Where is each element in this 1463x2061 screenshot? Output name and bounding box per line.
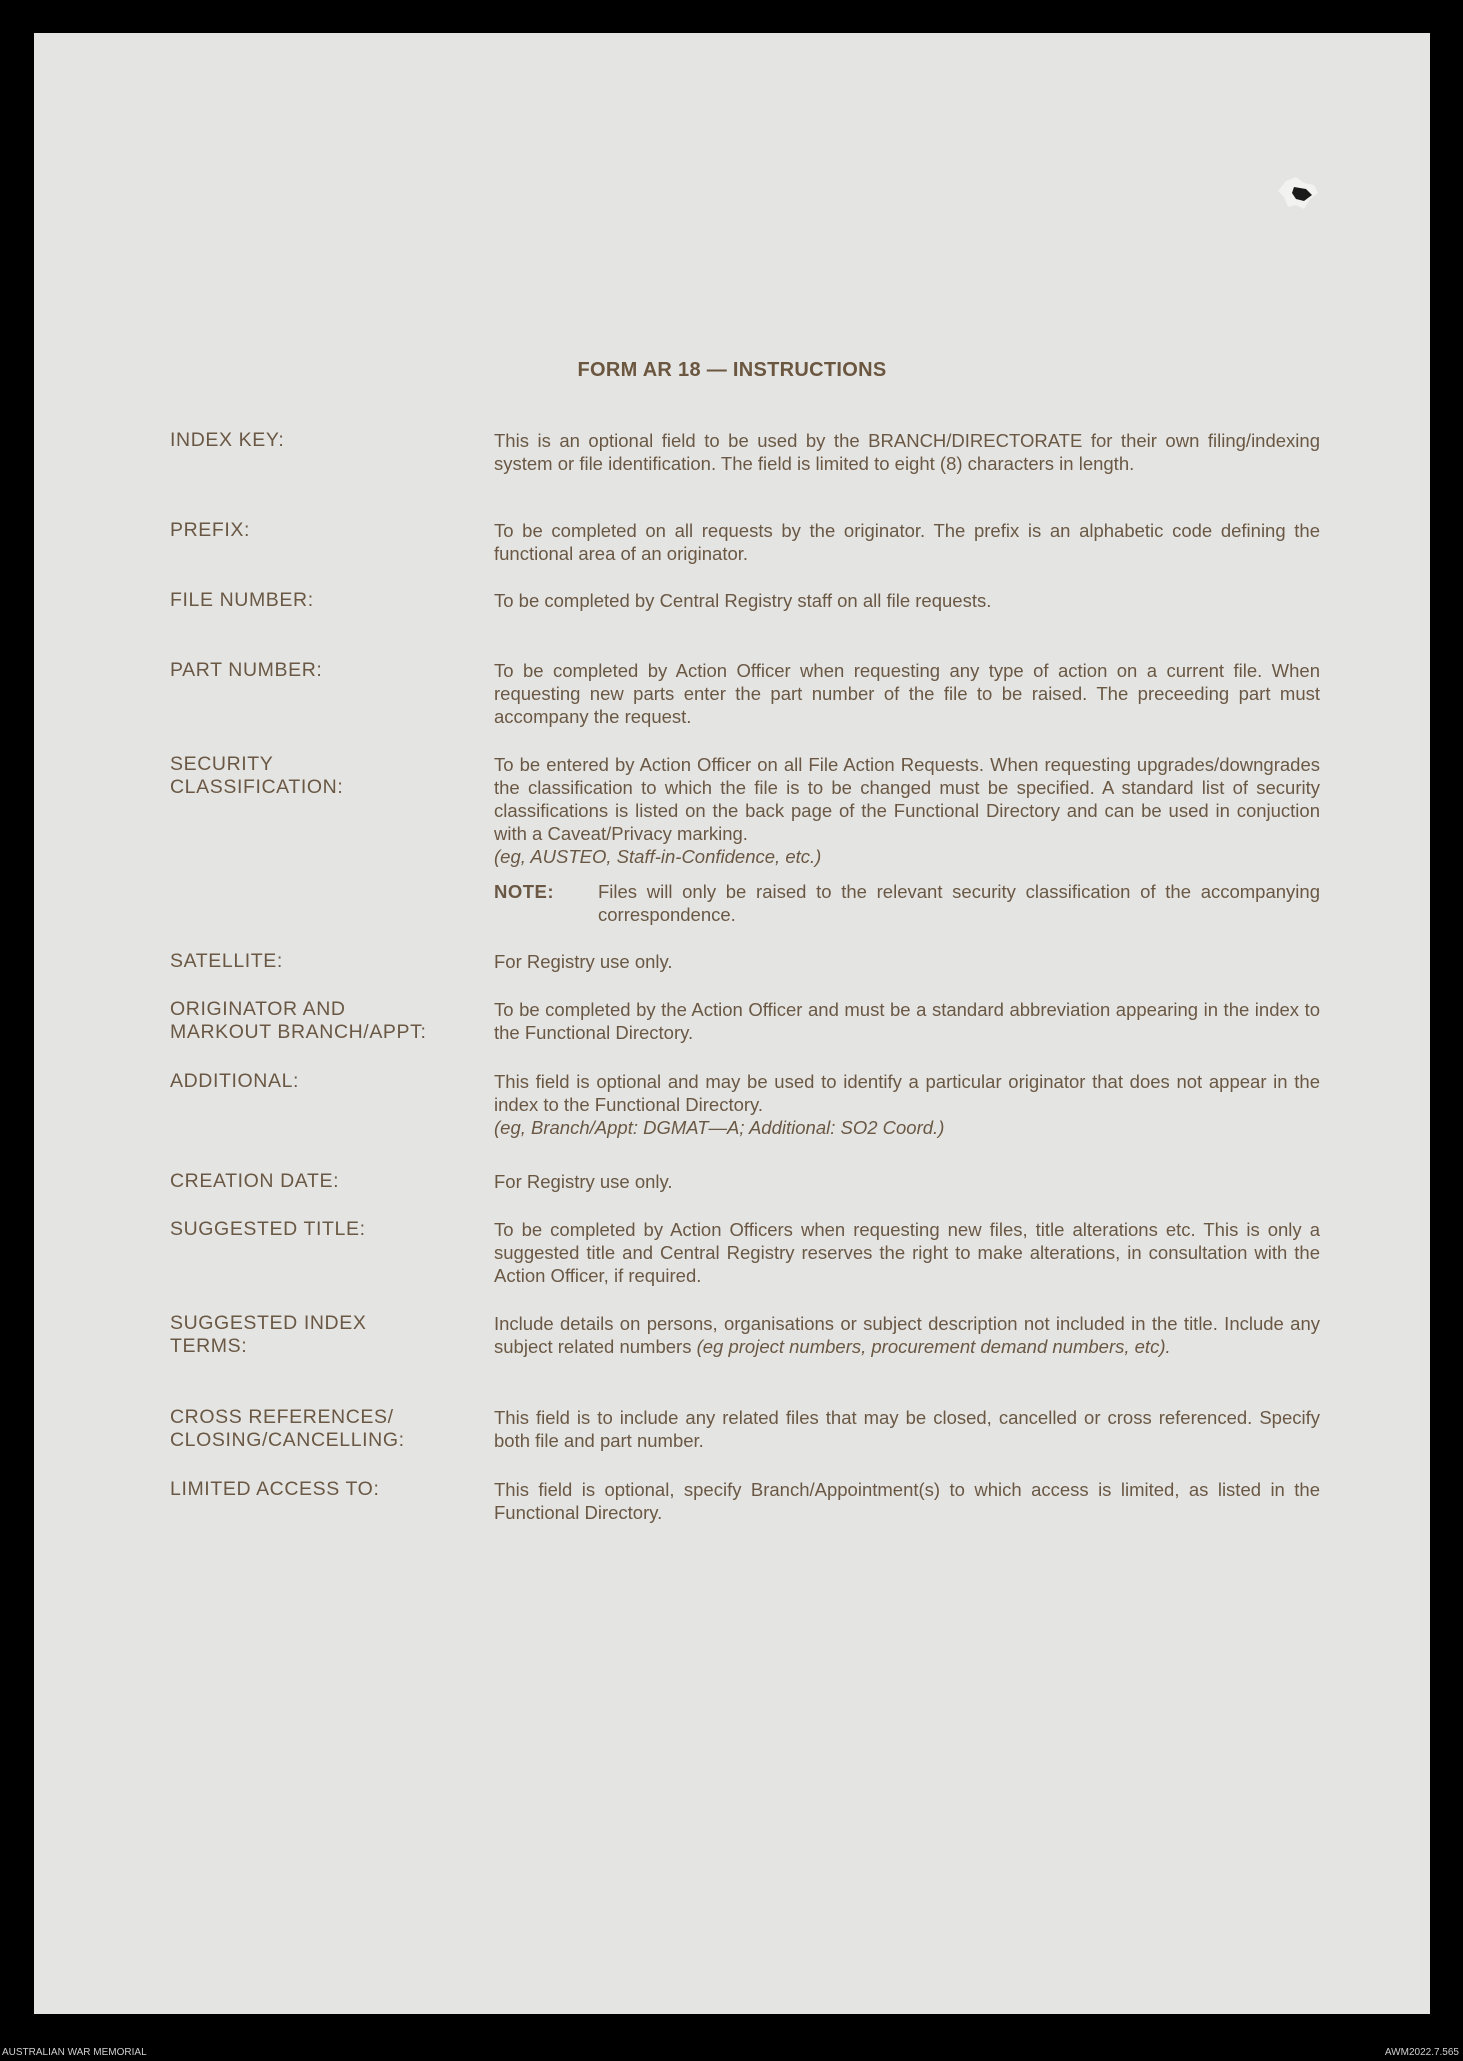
entry-italic-tail: (eg project numbers, procurement demand numbers, etc). xyxy=(696,1336,1171,1357)
entry-label: PREFIX: xyxy=(170,519,251,541)
entry-text-block xyxy=(494,1070,1320,1139)
entry-limited-access xyxy=(170,1478,1320,1538)
entry-text-block xyxy=(494,753,1320,926)
entry-text-block xyxy=(494,1312,1320,1358)
entry-text: For Registry use only. xyxy=(494,1171,673,1192)
entry-label: SATELLITE: xyxy=(170,950,283,972)
entry-label: FILE NUMBER: xyxy=(170,589,314,611)
entry-text: This field is optional and may be used to identify a particular originator that does not appear in the index to the Functional Directory. xyxy=(494,1071,1320,1115)
entry-example: (eg, Branch/Appt: DGMAT—A; Additional: SO2 Coord.) xyxy=(494,1117,945,1138)
entry-text: To be completed by Central Registry staff on all file requests. xyxy=(494,590,992,611)
entry-example: (eg, AUSTEO, Staff-in-Confidence, etc.) xyxy=(494,846,822,867)
entry-originator xyxy=(170,998,1320,1070)
entry-file-number xyxy=(170,589,1320,659)
entry-suggested-title xyxy=(170,1218,1320,1312)
entry-cross-references xyxy=(170,1406,1320,1478)
entry-suggested-index-terms xyxy=(170,1312,1320,1406)
punch-hole-mark xyxy=(1274,173,1324,217)
entry-label: SECURITY CLASSIFICATION: xyxy=(170,753,344,798)
instructions-list xyxy=(170,429,1320,1538)
entry-satellite xyxy=(170,950,1320,998)
footer-accession-number: AWM2022.7.565 xyxy=(1384,2047,1459,2058)
entry-text: This is an optional field to be used by the BRANCH/DIRECTORATE for their own filing/indexing system or file identification. The field is limited to eight (8) characters in length. xyxy=(494,430,1320,474)
entry-label: SUGGESTED TITLE: xyxy=(170,1218,366,1240)
entry-label: PART NUMBER: xyxy=(170,659,323,681)
entry-part-number xyxy=(170,659,1320,753)
note xyxy=(494,880,1320,926)
entry-label: INDEX KEY: xyxy=(170,429,285,451)
entry-text: This field is optional, specify Branch/Appointment(s) to which access is limited, as listed in the Functional Directory. xyxy=(494,1479,1320,1523)
footer-institution: AUSTRALIAN WAR MEMORIAL xyxy=(2,2047,147,2058)
entry-label: LIMITED ACCESS TO: xyxy=(170,1478,380,1500)
entry-label: ADDITIONAL: xyxy=(170,1070,300,1092)
entry-text: For Registry use only. xyxy=(494,951,673,972)
entry-index-key xyxy=(170,429,1320,519)
note-text: Files will only be raised to the relevant security classification of the accompanying correspondence. xyxy=(598,881,1320,925)
entry-label: CROSS REFERENCES/ CLOSING/CANCELLING: xyxy=(170,1406,405,1451)
entry-text: To be completed by the Action Officer and must be a standard abbreviation appearing in the index to the Functional Directory. xyxy=(494,999,1320,1043)
pencil-smudge: ​ xyxy=(380,353,388,409)
entry-label: ORIGINATOR AND MARKOUT BRANCH/APPT: xyxy=(170,998,427,1043)
entry-security-classification xyxy=(170,753,1320,950)
entry-label: CREATION DATE: xyxy=(170,1170,340,1192)
entry-text: To be completed by Action Officers when requesting new files, title alterations etc. This is only a suggested title and Central Registry reserves the right to make alterations, in consultation with the Action Officer, if required. xyxy=(494,1219,1320,1286)
entry-text: To be entered by Action Officer on all File Action Requests. When requesting upgrades/downgrades the classification to which the file is to be changed must be specified. A standard list of security classifications is listed on the back page of the Functional Directory and can be used in conjuction with a Caveat/Privacy marking. xyxy=(494,754,1320,844)
entry-text: To be completed by Action Officer when requesting any type of action on a current file. When requesting new parts enter the part number of the file to be raised. The preceeding part must accompany the request. xyxy=(494,660,1320,727)
entry-text: To be completed on all requests by the originator. The prefix is an alphabetic code defining the functional area of an originator. xyxy=(494,520,1320,564)
entry-creation-date xyxy=(170,1170,1320,1218)
note-label: NOTE: xyxy=(494,881,555,902)
entry-text: Include details on persons, organisations or subject description not included in the title. Include any subject related numbers xyxy=(494,1313,1320,1357)
entry-label: SUGGESTED INDEX TERMS: xyxy=(170,1312,367,1357)
entry-additional xyxy=(170,1070,1320,1170)
entry-prefix xyxy=(170,519,1320,589)
page-title: FORM AR 18 — INSTRUCTIONS xyxy=(577,359,887,381)
entry-text: This field is to include any related files that may be closed, cancelled or cross referenced. Specify both file and part number. xyxy=(494,1407,1320,1451)
document-page xyxy=(34,33,1430,2014)
